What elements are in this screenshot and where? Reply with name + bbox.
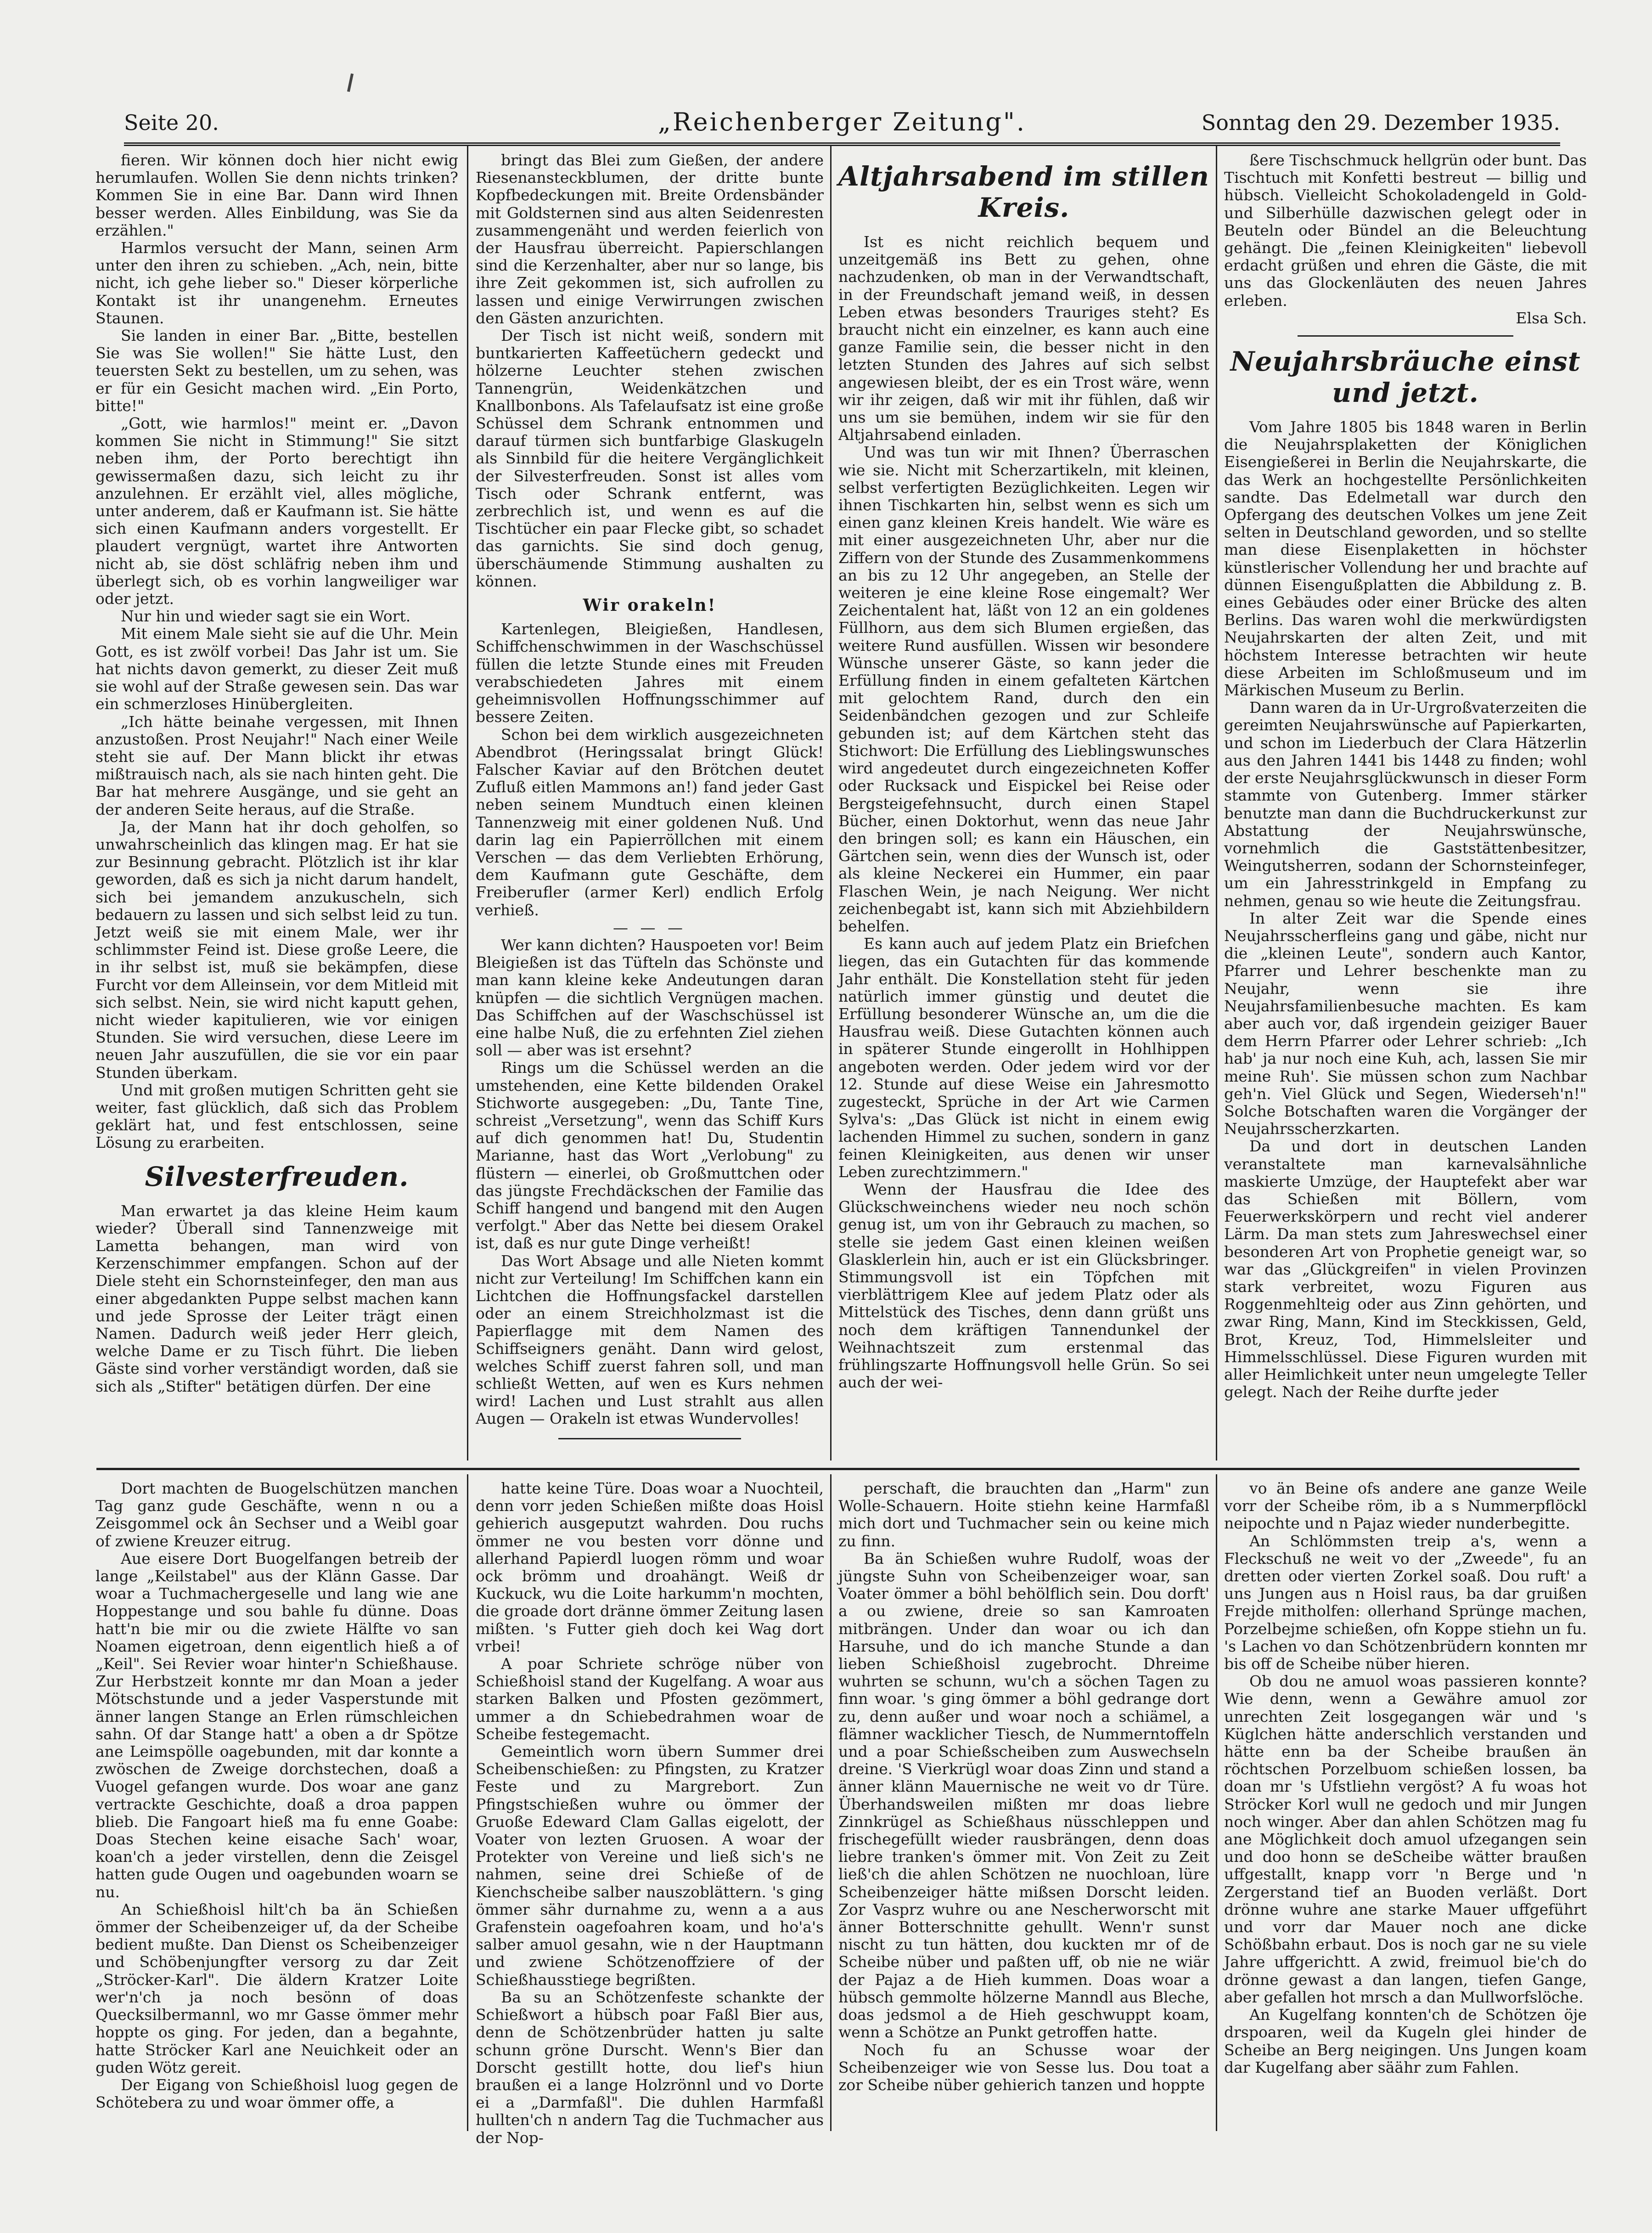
- paragraph: Und mit großen mutigen Schritten geht sie weiter, fast glücklich, daß sich das Problem geklärt hat, und fest entschlossen, seine Lösung zu erarbeiten.: [96, 1081, 458, 1152]
- paragraph: An Schießhoisl hilt'ch ba än Schießen ömmer der Scheibenzeiger uf, da der Scheibe bedient mußte. Dan Dienst os Scheibenzeiger und Schöbenjungfter versorg zu dar Zeit „Ströcker-Karl". Die äldern Kratzer Loite wer'n'ch ja noch besönn of doas Quecksilbermannl, wo mr Gasse ömmer mehr hoppte os ging. For jeden, dan a begahnte, hatte Ströcker Karl ane Neuichkeit oder an guden Wötz gereit.: [96, 1900, 458, 2076]
- paragraph: An Schlömmsten treip a's, wenn a Fleckschuß ne weit vo der „Zweede", fu an dretten oder vierten Zorkel soaß. Dou ruft' a uns Jungen aus n Hoisl raus, ba dar gruißen Frejde mitholfen: ollerhand Sprünge machen, Porzelbejme schießen, ofn Koppe stiehn un fu. 's Lachen vo dan Schötzenbrüdern konnten mr bis off de Scheibe nüber hieren.: [1224, 1532, 1587, 1673]
- paragraph: Das Wort Absage und alle Nieten kommt nicht zur Verteilung! Im Schiffchen kann ein Lichtchen die Hoffnungsfackel darstellen oder an einem Streichholzmast ist die Papierflagge mit dem Namen des Schiffseigners genäht. Dann wird gelost, welches Schiff zuerst fahren soll, und man schließt Wetten, auf wen es Kurs nehmen wird! Lachen und Lust strahlt aus allen Augen — Orakeln ist etwas Wundervolles!: [476, 1252, 824, 1428]
- paragraph: Aue eisere Dort Buogelfangen betreib der lange „Keilstabel" aus der Klänn Gasse. Dar woar a Tuchmachergeselle und lang wie ane Hoppestange und sou bahle fu dünne. Doas hatt'n bie mir ou die zwiete Hälfte vo san Noamen eigetroan, denn eigentlich hieß a of „Keil". Sei Revier woar hinter'n Schießhause. Zur Herbstzeit konnte mr dan Moan a jeder Mötschstunde und a jeder Vasperstunde mit änner langen Stange an Erlen rümschleichen sahn. Of dar Stange hatt' a oben a dr Spötze ane Leimspölle oagebunden, mit dar konnte a zwöschen de Zweige dorchstechen, doaß a Vuogel gefangen wurde. Dos woar ane ganz vertrackte Geschichte, doaß a droa pappen blieb. Die Fangoart hieß ma fu enne Goabe: Doas Stechen keine eisache Sach' woar, koan'ch a jeder virstellen, denn die Zeisgel hatten gude Ougen und oagebunden woarn se nu.: [96, 1549, 458, 1901]
- paragraph: Man erwartet ja das kleine Heim kaum wieder? Überall sind Tannenzweige mit Lametta behangen, man wird von Kerzenschimmer empfangen. Schon auf der Diele steht ein Schornsteinfeger, den man aus einer abgedankten Puppe selbst machen kann und jede Sprosse der Leiter trägt einen Namen. Dadurch weiß jeder Herr gleich, welche Dame er zu Tisch führt. Die lieben Gäste sind vorher verständigt worden, daß sie sich als „Stifter" betätigen dürfen. Der eine: [96, 1201, 458, 1395]
- paragraph: „Ich hätte beinahe vergessen, mit Ihnen anzustoßen. Prost Neujahr!" Nach einer Weile steht sie auf. Der Mann blickt ihr etwas mißtrauisch nach, als sie nach hinten geht. Die Bar hat mehrere Ausgänge, und sie geht an der anderen Seite heraus, auf die Straße.: [96, 712, 458, 818]
- paragraph: fieren. Wir können doch hier nicht ewig herumlaufen. Wollen Sie denn nichts trinken? Kommen Sie in eine Bar. Dann wird Ihnen besser werden. Alles Einbildung, was Sie da erzählen.": [96, 151, 458, 239]
- paragraph: Mit einem Male sieht sie auf die Uhr. Mein Gott, es ist zwölf vorbei! Das Jahr ist um. Sie hat nichts davon gemerkt, zu dieser Zeit muß sie wohl auf der Straße gewesen sein. Das war ein schmerzloses Hinübergleiten.: [96, 625, 458, 713]
- column-rule: [830, 145, 832, 1460]
- paragraph: In alter Zeit war die Spende eines Neujahrsscherfleins gang und gäbe, nicht nur die „kleinen Leute", sondern auch Kantor, Pfarrer und Lehrer beschenkte man zu Neujahr, wenn sie ihre Neujahrsfamilienbesuche machten. Es kam aber auch vor, daß irgendein geiziger Bauer dem Herrn Pfarrer oder Lehrer schrieb: „Ich hab' ja nur noch eine Kuh, ach, lassen Sie mir meine Ruh'. Sie müssen schon zum Nachbar geh'n. Viel Glück und Segen, Wiederseh'n!" Solche Botschaften waren die Vorgänger der Neujahrsscherzkarten.: [1224, 909, 1587, 1138]
- paragraph: Der Eigang von Schießhoisl luog gegen de Schötebera zu und woar ömmer offe, a: [96, 2075, 458, 2112]
- paragraph: „Gott, wie harmlos!" meint er. „Davon kommen Sie nicht in Stimmung!" Sie sitzt neben ihm, der Porto berechtigt ihn gewissermaßen dazu, sich leicht zu ihr anzulehnen. Er erzählt viel, alles mögliche, unter anderem, daß er Kaufmann ist. Sie hätte sich einen Kaufmann anders vorgestellt. Er plaudert vergnügt, wartet ihre Antworten nicht ab, sie döst schläfrig neben ihm und überlegt sich, ob es vorhin langweiliger war oder jetzt.: [96, 414, 458, 608]
- paragraph: Wenn der Hausfrau die Idee des Glückschweinchens wieder neu noch schön genug ist, um von ihr Gebrauch zu machen, so stelle sie jedem Gast einen kleinen weißen Glasklerlein hin, auch er ist ein Glücksbringer. Stimmungsvoll ist ein Töpfchen mit vierblättrigem Klee auf jedem Platz oder als Mittelstück des Tisches, denn dann grüßt uns noch dem kräftigen Tannendunkel der Weihnachtszeit zum erstenmal das frühlingszarte Hoffnungsvoll helle Grün. So sei auch der wei-: [838, 1180, 1209, 1392]
- paragraph: A poar Schriete schröge nüber von Schießhoisl stand der Kugelfang. A woar aus starken Balken und Pfosten gezömmert, ummer a dn Schiebedrahmen woar de Scheibe festegemacht.: [476, 1655, 824, 1743]
- paragraph: hatte keine Türe. Doas woar a Nuochteil, denn vorr jeden Schießen mißte doas Hoisl gehierich ausgeputzt wahrden. Dou ruchs ömmer ne vou besten vorr dönne und allerhand Papierdl luogen römm und woar ock brömm und droahängt. Weiß dr Kuckuck, wu die Loite harkumm'n mochten, die groade dort dränne ömmer Zeitung lasen mißten. 's Futter gieh doch kei Wag dort vrbei!: [476, 1479, 824, 1655]
- dialect-column-2: [476, 1479, 824, 2147]
- paragraph: Der Tisch ist nicht weiß, sondern mit buntkarierten Kaffeetüchern gedeckt und hölzerne Leuchter stehen zwischen Tannengrün, Weidenkätzchen und Knallbonbons. Als Tafelaufsatz ist eine große Schüssel dem Schrank entnommen und darauf türmen sich buntfarbige Glaskugeln als Sinnbild für die heitere Vergänglichkeit der Silvesterfreuden. Sonst ist alles vom Tisch oder Schrank entfernt, was zerbrechlich ist, und wenn es auf die Tischtücher ein paar Flecke gibt, so schadet das garnichts. Sie sind doch genug, überschäumende Stimmung aushalten zu können.: [476, 327, 824, 590]
- ink-mark: [347, 73, 354, 92]
- article-column-4: [1224, 152, 1587, 1465]
- paragraph: Kartenlegen, Bleigießen, Handlesen, Schiffchenschwimmen in der Waschschüssel füllen die letzte Stunde eines mit Freuden verabschiedeten Jahres mit einem geheimnisvollen Hoffnungsschimmer auf bessere Zeiten.: [476, 620, 824, 726]
- paragraph: Nur hin und wieder sagt sie ein Wort.: [121, 607, 411, 626]
- paragraph: Und was tun wir mit Ihnen? Überraschen wie sie. Nicht mit Scherzartikeln, mit kleinen, selbst verfertigten Bezüglichkeiten. Legen wir ihnen Tischkarten hin, selbst wenn es sich um einen ganz kleinen Kreis handelt. Wie wäre es mit einer ausgezeichneten Uhr, aber nur die Ziffern von der Stunde des Zusammenkommens an bis zu 12 Uhr angegeben, an Stelle der weiteren je eine kleine Rose eingemalt? Wer Zeichentalent hat, läßt von 12 an ein goldenes Füllhorn, aus dem sich Blumen ergießen, das weitere Rund ausfüllen. Wissen wir besondere Wünsche unserer Gäste, so kann jeder die Erfüllung finden in einem gefalteten Kärtchen mit gelochtem Rand, durch den ein Seidenbändchen gezogen und zur Schleife gebunden ist; auf dem Kärtchen steht das Stichwort: Die Erfüllung des Lieblingswunsches wird angedeutet durch eingezeichneten Koffer oder Rucksack und Eispickel bei Reise oder Bergsteigefehnsucht, durch einen Stapel Bücher, einen Doktorhut, wenn das neue Jahr den bringen soll; es kann ein Häuschen, ein Gärtchen sein, wenn dies der Wunsch ist, oder als kleine Neckerei ein Hummer, ein paar Flaschen Wein, je nach Neigung. Wer nicht zeichenbegabt ist, kann sich mit Abziehbildern behelfen.: [838, 443, 1209, 935]
- dialect-column-1: [96, 1480, 458, 2132]
- end-rule: [558, 1438, 741, 1439]
- paragraph: Ob dou ne amuol woas passieren konnte? Wie denn, wenn a Gewähre amuol zor unrechten Zeit losgegangen wär und 's Küglchen hätte anderschlich verstanden und hätte enn ba der Scheibe braußen än röchtschen Porzelbuom schießen lossen, ba doan mr 's Ufstliehn vergöst? A fu woas hot Ströcker Korl wull ne gedoch und mir Jungen noch winger. Aber dan ahlen Schötzen mag fu ane Möglichkeit doch amuol ufzegangen sein und doo honn se deScheibe wätter braußen uffgestallt, knapp vorr 'n Berge und 'n Zergerstand tief an Buoden verläßt. Dort drönne wuhre ane starke Mauer uffgeführt und vorr dar Mauer noch ane dicke Schößbahn erbaut. Dos is noch gar ne su viele Jahre uffgerichtt. A zwid, freimuol bie'ch do drönne gewast a dan langen, tiefen Gange, aber gefallen hot mrsch a dan Mullworfslöche.: [1224, 1672, 1587, 2006]
- paragraph: Sie landen in einer Bar. „Bitte, bestellen Sie was Sie wollen!" Sie hätte Lust, den teuersten Sekt zu bestellen, um zu sehen, was er für ein Gesicht machen wird. „Ein Porto, bitte!": [96, 327, 458, 415]
- column-rule: [1216, 1474, 1217, 2131]
- dialect-column-4: [1224, 1480, 1587, 2132]
- paragraph: Ja, der Mann hat ihr doch geholfen, so unwahrscheinlich das klingen mag. Er hat sie zur Besinnung gebracht. Plötzlich ist ihr klar geworden, daß es sich ja nicht darum handelt, sich bei jemandem anzukuscheln, sich bedauern zu lassen und sich selbst leid zu tun. Jetzt weiß sie mit einem Male, wer ihr schlimmster Feind ist. Diese große Leere, die in ihr selbst ist, muß sie bekämpfen, diese Furcht vor dem Alleinsein, vor dem Mitleid mit sich selbst. Nein, sie wird nicht kaputt gehen, nicht wieder kapitulieren, wie vor einigen Stunden. Sie wird versuchen, diese Leere im neuen Jahr auszufüllen, die sie vor ein paar Stunden überkam.: [96, 818, 458, 1082]
- paragraph: Ba än Schießen wuhre Rudolf, woas der jüngste Suhn von Scheibenzeiger woar, san Voater ömmer a böhl behölflich sein. Dou dorft' a ou zwiene, dreie so san Kamroaten mitbrängen. Under dan woar ou ich dan Harsuhe, und do ich manche Stunde a dan lieben Schießhoisl zugebrocht. Dhreime wuhrten se schunn, wu'ch a söchen Tagen zu finn woar. 's ging ömmer a böhl gedrange dort zu, denn außer und woar noch a schiämel, a flämner wacklicher Tiesch, de Nummerntoffeln und a poar Schießscheiben zum Auswechseln dreine. 'S Vierkrügl woar doas Zinn und stand a änner klänn Mauernische ne weit vo dr Türe. Überhandsweilen mißten mr doas liebre Zinnkrügel as Schießhaus nüsschleppen und frischegefüllt wieder rausbrängen, denn doas liebre tranken's ömmer mit. Von Zeit zu Zeit ließ'ch die ahlen Schötzen ne nuochloan, lüre Scheibenzeiger hätte mißsen Dorscht leiden. Zor Vasprz wuhre ou ane Nescherworscht mit änner Botterschnitte gehullt. Wenn'r sunst nischt zu tun hätten, dou kuckten mr of de Scheibe nüber und paßten uff, ob nie ne wiär der Pajaz a de Hieh kummen. Doas woar a hübsch gemmolte hölzerne Manndl aus Bleche, doas jedsmol a de Hieh geschwuppt koam, wenn a Schötze an Punkt getroffen hatte.: [838, 1549, 1209, 2041]
- column-rule: [467, 1474, 468, 2131]
- issue-date: Sonntag den 29. Dezember 1935.: [1201, 110, 1560, 135]
- article-subheading: Wir orakeln!: [583, 596, 717, 615]
- paragraph: Gemeintlich worn übern Summer drei Scheibenschießen: zu Pfingsten, zu Kratzer Feste und zu Margrebort. Zun Pfingstschießen wuhre ou ömmer der Gruoße Edeward Clam Gallas eigelott, der Voater von lezten Gruosen. A woar der Protekter von Vereine und ließ sich's ne nahmen, seine drei Schieße of de Kienchscheibe salber nauszoblättern. 's ging ömmer sähr durnahme zu, wenn a a aus Grafenstein oagefoahren koam, und ho'a's salber amuol gesahn, wie n der Hauptmann und zwiene Schötzenoffziere of der Schießhausstiege begrißten.: [476, 1742, 824, 1989]
- paragraph: ßere Tischschmuck hellgrün oder bunt. Das Tischtuch mit Konfetti bestreut — billig und hübsch. Vielleicht Schokoladengeld in Gold- und Silberhülle dazwischen gelegt oder in Beuteln oder Bündel an die Beleuchtung gehängt. Die „feinen Kleinigkeiten" liebevoll erdacht grüßen und ehren die Gäste, die mit uns das Glockenläuten des neuen Jahres erleben.: [1224, 151, 1587, 310]
- paragraph: Dort machten de Buogelschützen manchen Tag ganz gude Geschäfte, wenn n ou a Zeisgommel ock ân Sechser und a Weibl goar of zwiene Kreuzer eitrug.: [96, 1479, 458, 1550]
- paragraph: Da und dort in deutschen Landen veranstaltete man karnevalsähnliche maskierte Umzüge, der Hauptefekt aber war das Schießen mit Böllern, vom Feuerwerkskörpern und recht viel anderer Lärm. Da man stets zum Jahreswechsel einer besonderen Art von Prophetie geneigt war, so war das „Glückgreifen" in vielen Provinzen stark verbreitet, wozu Figuren aus Roggenmehlteig oder aus Zinn gehörten, und zwar Ring, Mann, Kind im Steckkissen, Geld, Brot, Kreuz, Tod, Himmelsleiter und Himmelsschlüssel. Diese Figuren wurden mit aller Heimlichkeit unter neun umgelegte Teller gelegt. Nach der Reihe durfte jeder: [1224, 1137, 1587, 1401]
- paragraph: Es kann auch auf jedem Platz ein Briefchen liegen, das ein Gutachten für das kommende Jahr enthält. Die Konstellation steht für jeden natürlich immer günstig und deutet die Erfüllung besonderer Wünsche an, um die die Hausfrau weiß. Diese Gutachten können auch in späterer Stunde eingerollt in Hohlhippen angeboten werden. Oder jedem wird vor der 12. Stunde auf diese Weise ein Jahresmotto zugesteckt, Sprüche in der Art wie Carmen Sylva's: „Das Glück ist nicht in einem ewig lachenden Himmel zu suchen, sondern in ganz feinen Kleinigkeiten, aus denen wir unser Leben zurechtzimmern.": [838, 935, 1209, 1181]
- section-rule: [96, 1468, 1579, 1470]
- author-signature: Elsa Sch.: [1516, 309, 1587, 327]
- paragraph: bringt das Blei zum Gießen, der andere Riesenansteckblumen, der dritte bunte Kopfbedeckungen mit. Breite Ordensbänder mit Goldsternen sind aus alten Seidenresten zusammengenäht und werden feierlich von der Hausfrau überreicht. Papierschlangen sind die Kerzenhalter, aber nur so lange, bis ihre Zeit gekommen ist, sich aufrollen zu lassen und einige Verwirrungen zwischen den Gästen anzurichten.: [476, 151, 824, 327]
- paragraph: Dann waren da in Ur-Urgroßvaterzeiten die gereimten Neujahrswünsche auf Papierkarten, und schon im Liederbuch der Clara Hätzerlin aus den Jahren 1441 bis 1448 zu finden; wohl der erste Neujahrsglückwunsch in dieser Form stammte von Gutenberg. Immer stärker benutzte man dann die Buchdruckerkunst zur Abstattung der Neujahrswünsche, vornehmlich die Gaststättenbesitzer, Weingutsherren, sodann der Schornsteinfeger, um ein Jahresstrinkgeld in Empfang zu nehmen, genau so wie heute die Zeitungsfrau.: [1224, 699, 1587, 910]
- paragraph: Noch fu an Schusse woar der Scheibenzeiger wie von Sesse lus. Dou toat a zor Scheibe nüber gehierich tanzen und hoppte: [838, 2041, 1209, 2094]
- paragraph: Harmlos versucht der Mann, seinen Arm unter den ihren zu schieben. „Ach, nein, bitte nicht, ich gehe lieber so." Dieser körperliche Kontakt ist ihr unangenehm. Erneutes Staunen.: [96, 239, 458, 327]
- newspaper-title: „Reichenberger Zeitung".: [657, 107, 1027, 136]
- paragraph: Ba su an Schötzenfeste schankte der Schießwort a hübsch poar Faßl Bier aus, denn de Schötzenbrüder hatten ju salte schunn gröne Durscht. Wenn's Bier dan Dorscht gestillt hotte, dou lief's hiun braußen ei a lange Holzrönnl und vo Dorte ei a „Darmfaßl". Die duhlen Harmfaßl hullten'ch n andern Tag die Tuchmacher aus der Nop-: [476, 1988, 824, 2147]
- paragraph: Ist es nicht reichlich bequem und unzeitgemäß ins Bett zu gehen, ohne nachzudenken, ob man in der Verwandtschaft, in der Freundschaft jemand weiß, in dessen Leben etwas besonders Trauriges steht? Es braucht nicht ein einzelner, es kann auch eine ganze Familie sein, die besser nicht in den letzten Stunden des Jahres auf sich selbst angewiesen bleibt, der es ein Trost wäre, wenn wir ihr zeigen, daß wir mit ihr fühlen, daß wir uns um sie bemühen, indem wir sie für den Altjahrsabend einladen.: [838, 233, 1209, 444]
- paragraph: Wer kann dichten? Hauspoeten vor! Beim Bleigießen ist das Tüfteln das Schönste und man kann kleine keke Andeutungen daran knüpfen — die sichtlich Vergnügen machen. Das Schiffchen auf der Waschschüssel ist eine halbe Nuß, die zu erfehnten Ziel ziehen soll — aber was ist ersehnt?: [476, 936, 824, 1060]
- end-rule: [1298, 335, 1513, 337]
- paragraph: Vom Jahre 1805 bis 1848 waren in Berlin die Neujahrsplaketten der Königlichen Eisengießerei in Berlin die Neujahrskarte, die das Werk an hochgestellte Persönlichkeiten sandte. Das Edelmetall war durch den Opfergang des deutschen Volkes um jene Zeit selten in Deutschland geworden, und so stellte man diese Eisenplaketten in höchster künstlerischer Vollendung her und brachte auf dünnen Eisengußplatten die Abbildung z. B. eines Gebäudes oder einer Brücke des alten Berlins. Das waren wohl die merkwürdigsten Neujahrskarten der alten Zeit, und mit höchstem Interesse betrachten wir heute diese Arbeiten im Schloßmuseum und im Märkischen Museum zu Berlin.: [1224, 418, 1587, 699]
- column-rule: [830, 1474, 832, 2131]
- article-column-3: [838, 152, 1209, 1465]
- article-column-1: [96, 152, 458, 1465]
- column-rule: [1216, 145, 1217, 1460]
- column-rule: [467, 145, 468, 1460]
- paragraph: Schon bei dem wirklich ausgezeichneten Abendbrot (Heringssalat bringt Glück! Falscher Kaviar auf den Brötchen deutet Zufluß eitlen Mammons an!) fand jeder Gast neben seinem Mundtuch einen kleinen Tannenzweig mit einer goldenen Nuß. Und darin lag ein Papierröllchen mit einem Verschen — das dem Verliebten Erhörung, dem Kaufmann gute Geschäfte, dem Freiberufler (armer Kerl) endlich Erfolg verhieß.: [476, 725, 824, 919]
- paragraph: Rings um die Schüssel werden an die umstehenden, eine Kette bildenden Orakel Stichworte ausgegeben: „Du, Tante Tine, schreist „Versetzung", wenn das Schiff Kurs auf dich genommen hat! Du, Studentin Marianne, hast das Wort „Verlobung" zu flüstern — einerlei, ob Großmuttchen oder das jüngste Frechdäckschen der Familie das Schiff hangend und bangend mit den Augen verfolgt." Aber das Nette bei diesem Orakel ist, daß es nur gute Dinge verheißt!: [476, 1059, 824, 1252]
- article-heading: Neujahrsbräuche einst und jetzt.: [1230, 346, 1581, 409]
- article-heading: Altjahrsabend im stillen Kreis.: [838, 161, 1209, 223]
- paragraph: vo än Beine ofs andere ane ganze Weile vorr der Scheibe röm, ib a s Nummerpflöckl neipochte und n Pajaz wieder nunderbegitte.: [1224, 1479, 1587, 1533]
- paragraph: perschaft, die brauchten dan „Harm" zun Wolle-Schauern. Hoite stiehn keine Harmfaßl mich dort und Tuchmacher sein ou keine mich zu finn.: [838, 1479, 1209, 1550]
- article-heading: Silvesterfreuden.: [145, 1161, 409, 1192]
- article-column-2: [476, 152, 824, 1465]
- page-header: [124, 101, 1560, 146]
- separator: — — —: [613, 918, 686, 936]
- dialect-column-3: [838, 1480, 1209, 2132]
- page-number: Seite 20.: [124, 110, 219, 135]
- paragraph: An Kugelfang konnten'ch de Schötzen öje drspoaren, weil da Kugeln glei hinder de Scheibe an Berg neigingen. Uns Jungen koam dar Kugelfang aber säähr zum Fahlen.: [1224, 2006, 1587, 2076]
